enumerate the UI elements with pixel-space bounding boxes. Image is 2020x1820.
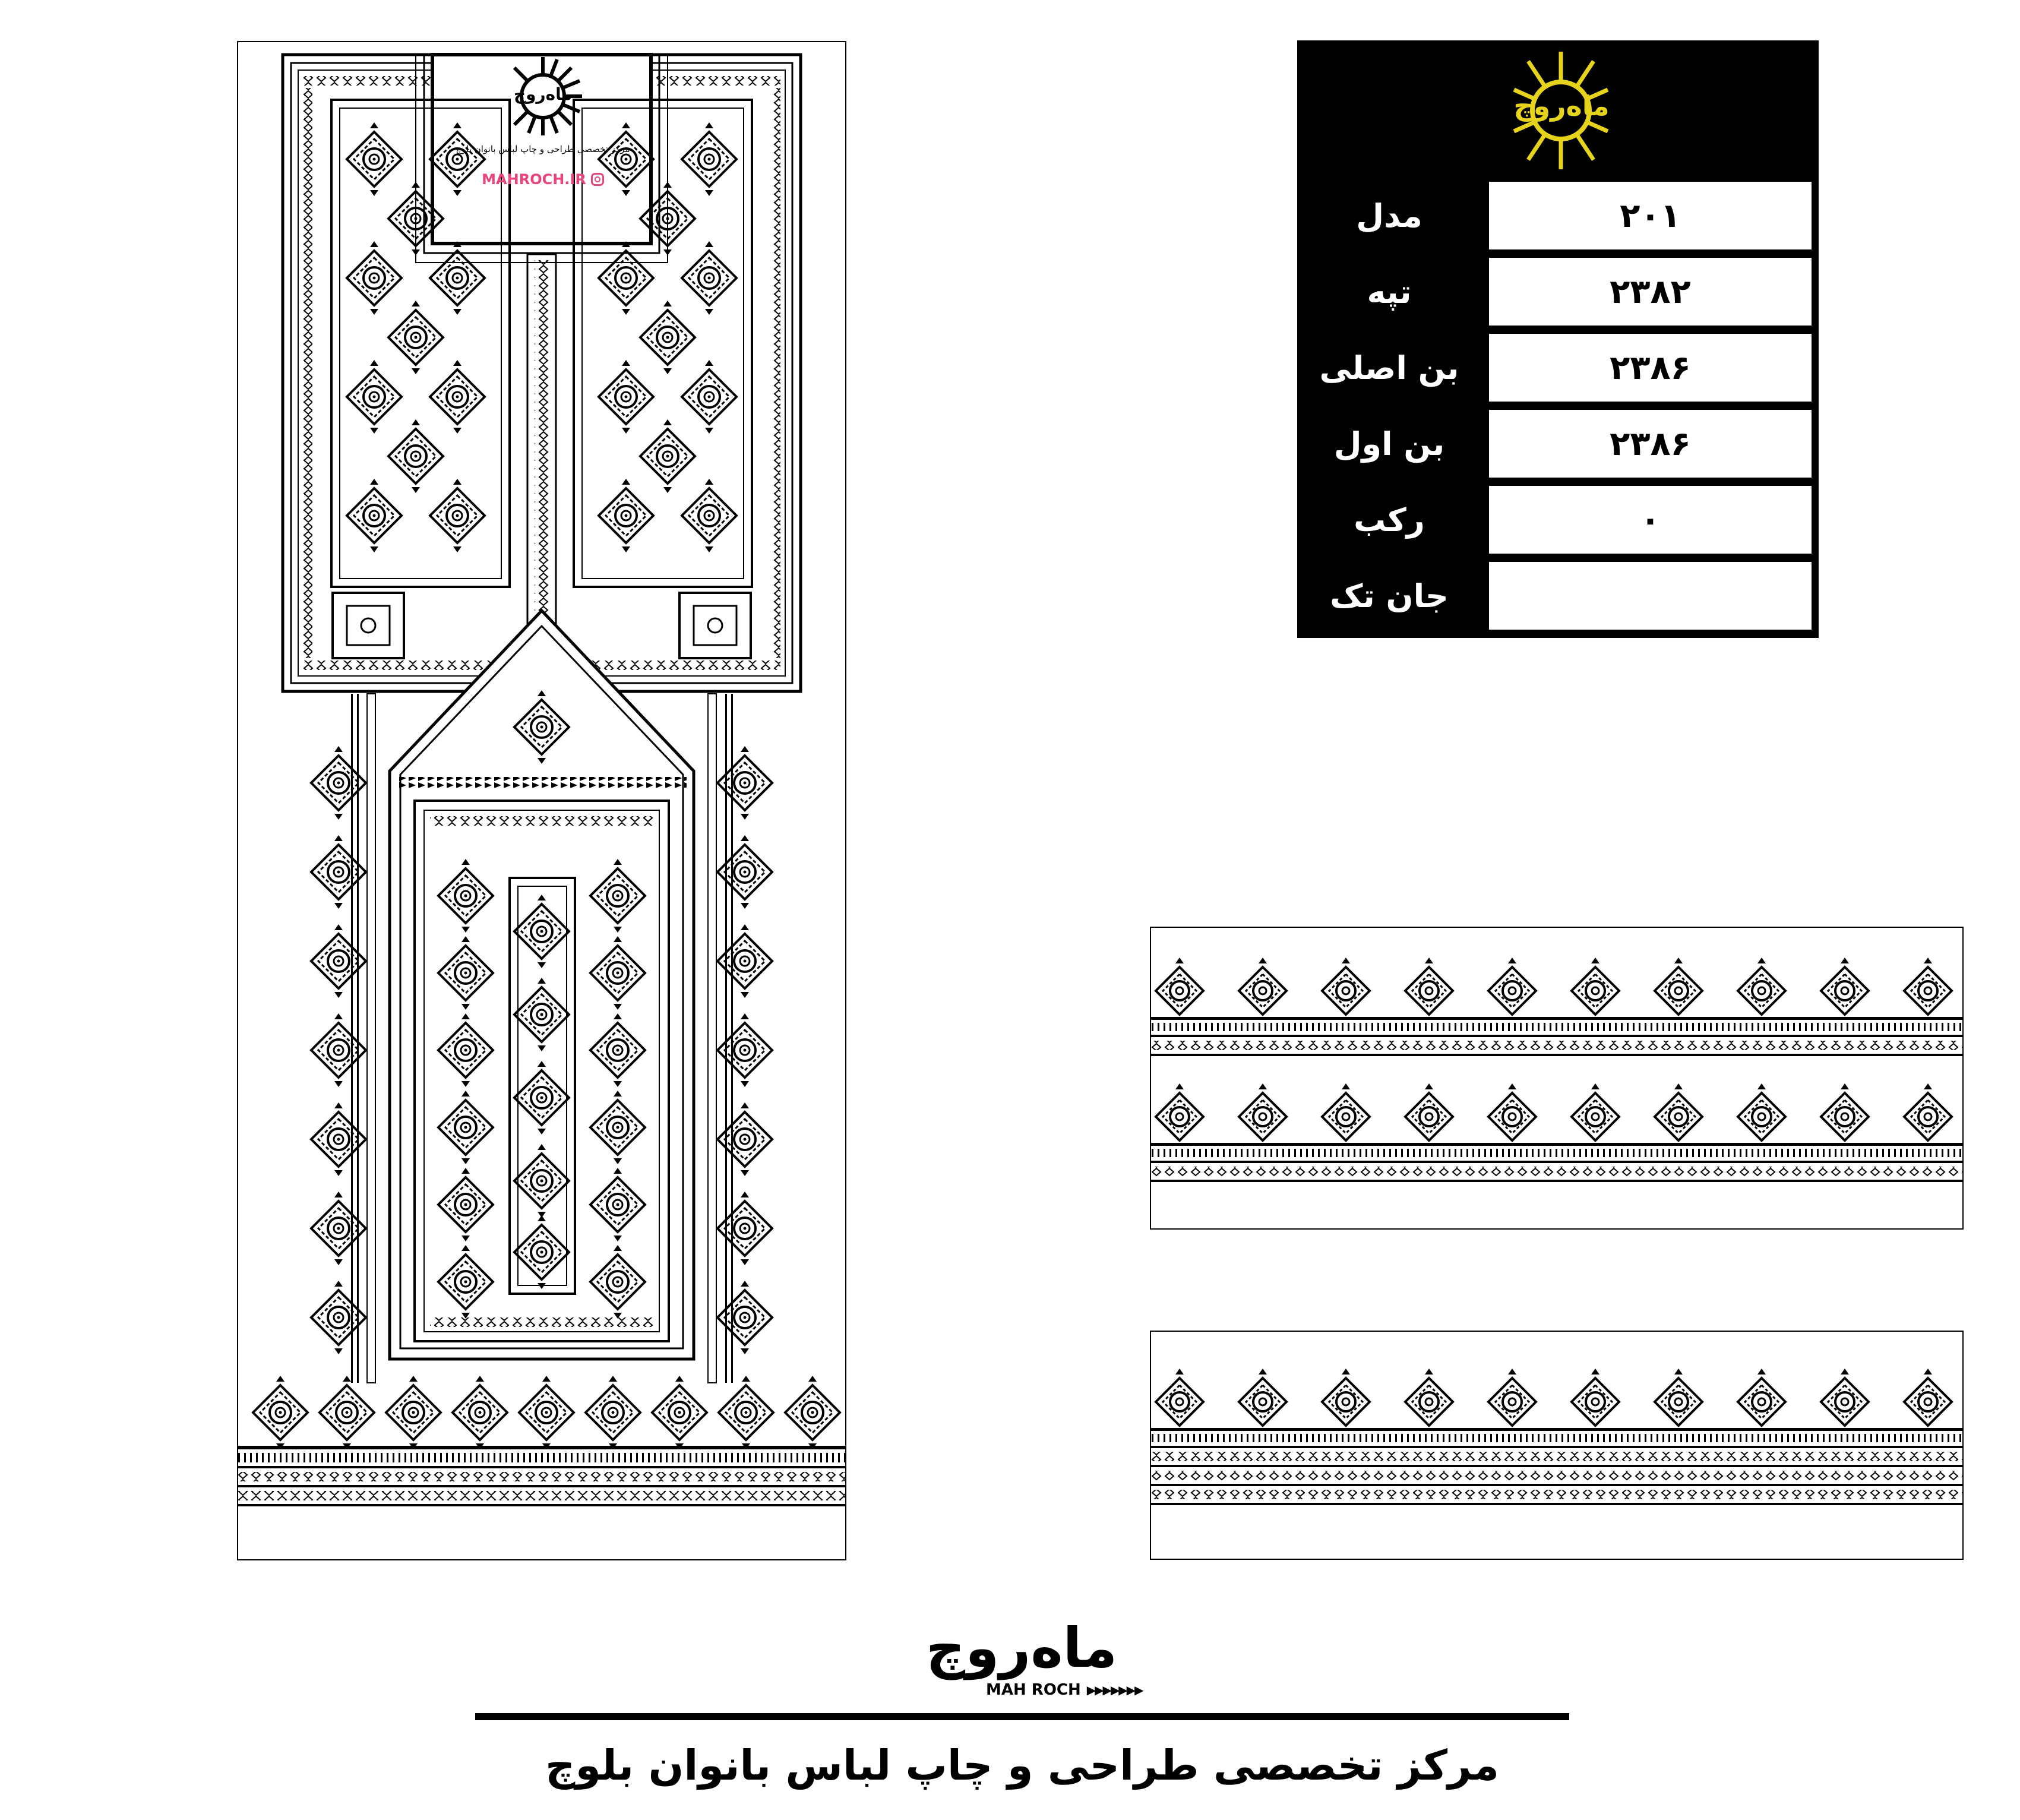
spec-value: ۲۳۸۲ [1487,256,1813,327]
panel-header-website-row [440,171,646,188]
spec-label: مدل [1356,197,1422,235]
spec-row-jantak [1300,558,1816,634]
spec-label: بن اصلی [1319,349,1459,387]
spec-card-wordmark: ماه‌روچ [1513,90,1610,122]
spec-card-logo [1300,43,1816,178]
instagram-icon [591,173,604,186]
footer-latin-row [986,1681,1152,1699]
spec-label: بن اول [1333,425,1445,463]
spec-value: ۰ [1487,484,1813,555]
panel-header-caption: مرکز تخصصی طراحی و چاپ لباس بانوان بلوچ [456,144,630,154]
footer-tagline: مرکز تخصصی طراحی و چاپ لباس بانوان بلوچ [545,1741,1499,1790]
border-strip-single [1150,1331,1964,1560]
footer-rule [475,1713,1569,1720]
spec-row-model [1300,178,1816,254]
spec-row-first-base [1300,406,1816,482]
spec-row-rekab [1300,482,1816,558]
spec-label: تپه [1367,273,1412,311]
spec-label: رکب [1354,501,1425,539]
spec-card [1297,40,1819,638]
garment-pattern-panel [236,40,847,1561]
chest-panel [390,611,694,1359]
panel-header [440,55,646,203]
panel-header-logo-text: ماه‌روچ [513,84,573,104]
spec-value [1487,560,1813,631]
footer-wordmark: ماه‌روچ [925,1616,1118,1680]
spec-value: ۲۳۸۶ [1487,332,1813,403]
border-strip-double [1150,927,1964,1230]
arrow-row-icon: ▶▶▶▶▶▶▶ [1086,1683,1143,1697]
spec-label: جان تک [1330,577,1449,615]
footer-latin: MAH ROCH [986,1681,1081,1699]
spec-row-tappeh [1300,254,1816,330]
panel-header-website: MAHROCH.IR [482,171,586,188]
spec-row-main-base [1300,330,1816,406]
spec-value: ۲۳۸۶ [1487,408,1813,479]
spec-value: ۲۰۱ [1487,180,1813,251]
footer-logo [891,1616,1152,1705]
